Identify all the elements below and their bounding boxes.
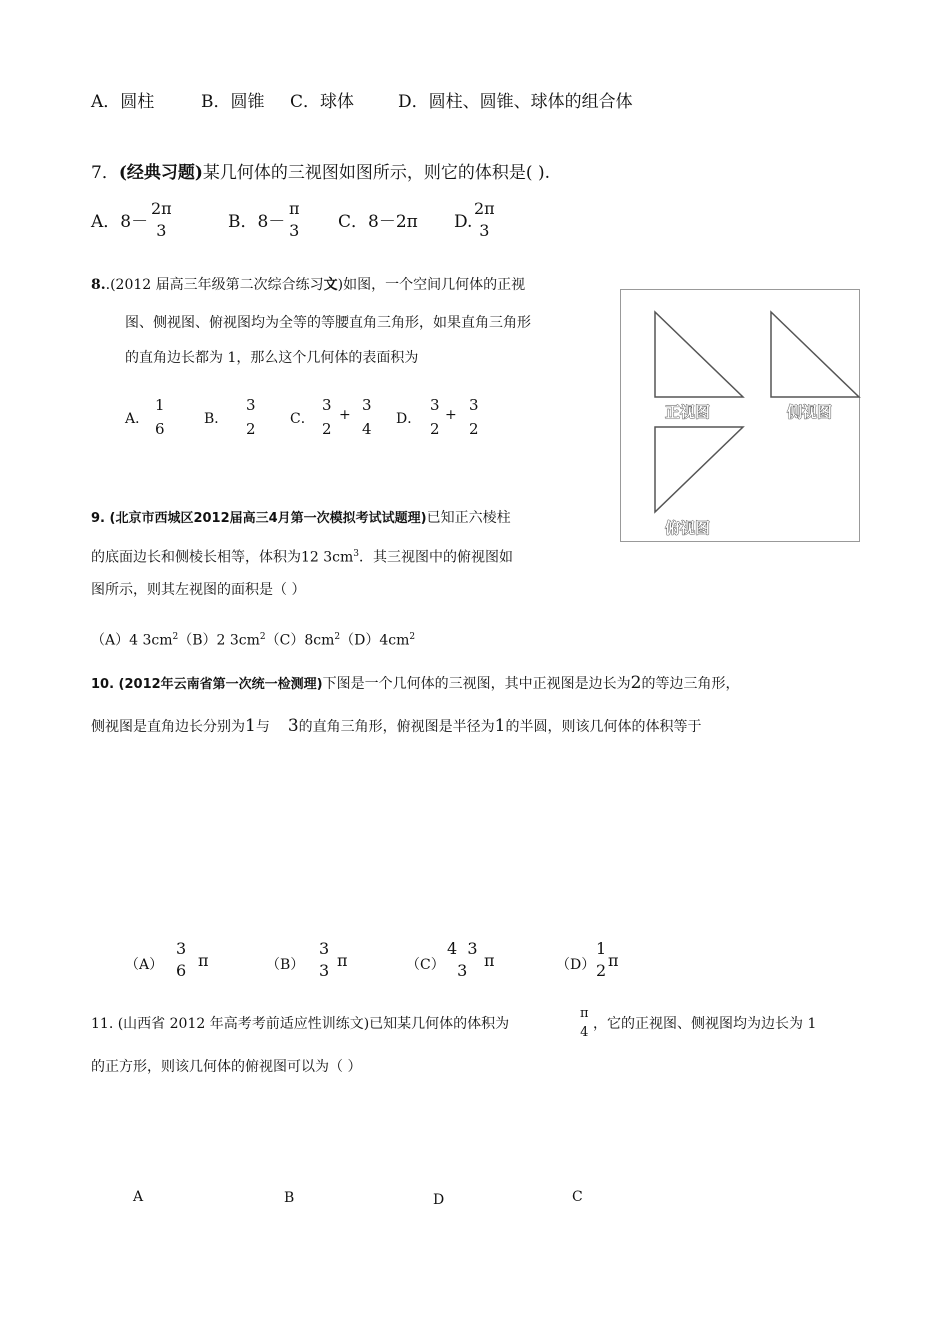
q11-choice-label-b: B	[284, 1190, 295, 1206]
q10-option-c-label: （C）	[406, 957, 445, 973]
q6-option-a: A．圆柱	[91, 92, 155, 112]
q7-number: 7．	[91, 163, 119, 183]
fraction-numerator: 3	[430, 396, 440, 414]
q11-question-line1-start: 11. (山西省 2012 年高考考前适应性训练文)已知某几何体的体积为	[91, 1016, 510, 1032]
q7-text: 某几何体的三视图如图所示，则它的体积是( ).	[202, 163, 550, 183]
fraction-denominator: 2	[322, 420, 332, 438]
q9-source: 9. (北京市西城区2012届高三4月第一次模拟考试试题理)	[91, 511, 427, 526]
fraction-denominator: 3	[289, 221, 300, 240]
q8-source-wen: 文	[323, 277, 338, 293]
square-superscript: 2	[409, 632, 416, 642]
q8-source: .(2012 届高三年级第二次综合练习	[105, 277, 324, 293]
q10-value-1b: 1	[494, 716, 506, 736]
q10-option-b-fraction	[319, 938, 329, 982]
q8-option-a-fraction	[155, 393, 165, 441]
q11-choice-label-c: C	[572, 1189, 583, 1205]
q10-option-a-label: （A）	[125, 957, 164, 973]
q9-question-line1	[91, 508, 511, 529]
fraction-numerator: π	[580, 1006, 589, 1021]
top-view-label: 俯视图	[665, 519, 711, 537]
q10-option-d-label: （D）	[556, 957, 596, 973]
q8-number: 8.	[91, 277, 106, 293]
q8-option-c-label: C．	[290, 411, 315, 427]
fraction-numerator: 1	[155, 396, 165, 414]
q7-option-a-label: A．8－	[91, 212, 149, 232]
q9-question-line3: 图所示，则其左视图的面积是（ ）	[91, 582, 306, 598]
fraction-numerator: 3	[246, 396, 256, 414]
fraction-numerator: 2π	[474, 199, 495, 218]
fraction-numerator: 4 3	[447, 939, 478, 958]
fraction-denominator: 2	[246, 420, 256, 438]
q6-option-c: C．球体	[290, 92, 355, 112]
q11-volume-fraction	[580, 1004, 589, 1042]
q8-option-b-fraction	[246, 393, 256, 441]
q10-value-1: 1	[245, 716, 256, 736]
fraction-denominator: 6	[155, 420, 165, 438]
front-view-label: 正视图	[665, 403, 711, 421]
q8-question-line1	[91, 275, 525, 295]
q8-option-d-fraction1	[430, 393, 440, 441]
square-superscript: 2	[259, 632, 266, 642]
q7-question	[91, 163, 550, 183]
q6-option-b: B．圆锥	[201, 92, 265, 112]
q10-value-3: 3	[287, 716, 299, 736]
pi-symbol: π	[198, 951, 209, 970]
fraction-denominator: 3	[319, 961, 330, 980]
q9-option-d: （D）4cm	[340, 632, 410, 649]
q9-text: 已知正六棱柱	[426, 510, 511, 526]
square-superscript: 2	[334, 632, 341, 642]
q8-option-d-plus: +	[445, 407, 457, 423]
q7-option-a-fraction	[151, 198, 172, 242]
q7-option-c: C．8－2π	[338, 212, 418, 232]
q9-option-a: （A）4 3cm	[91, 632, 173, 649]
q8-option-c-fraction2	[362, 393, 372, 441]
q9-option-c: （C）8cm	[265, 632, 335, 649]
q8-option-b-label: B．	[204, 411, 229, 427]
fraction-denominator: 2	[430, 420, 440, 438]
q10-option-d-fraction	[596, 938, 606, 982]
fraction-denominator: 2	[596, 961, 607, 980]
q9-question-line2	[91, 544, 513, 568]
q9-line2-end: ．其三视图中的俯视图如	[359, 549, 514, 566]
fraction-numerator: 3	[469, 396, 479, 414]
q8-option-d-fraction2	[469, 393, 479, 441]
fraction-numerator: 3	[322, 396, 332, 414]
q7-option-d-fraction	[474, 198, 495, 242]
q10-text: 下图是一个几何体的三视图，其中正视图是边长为	[322, 676, 631, 692]
q7-option-b-label: B．8－	[228, 212, 286, 232]
fraction-denominator: 2	[469, 420, 479, 438]
q10-line2-b: 与	[255, 719, 270, 735]
q8-option-c-plus: +	[339, 407, 351, 423]
fraction-denominator: 4	[580, 1025, 589, 1040]
q10-source: 10. (2012年云南省第一次统一检测理)	[91, 677, 323, 692]
q9-options	[91, 627, 415, 651]
q10-question-line1	[91, 673, 739, 695]
q8-option-a-label: A．	[125, 411, 150, 427]
q8-text: )如图，一个空间几何体的正视	[337, 277, 526, 293]
three-view-figure	[620, 289, 860, 542]
pi-symbol: π	[484, 951, 495, 970]
q11-choice-label-a: A	[133, 1189, 144, 1205]
q10-text-end: 的等边三角形，	[641, 676, 740, 692]
fraction-numerator: 1	[596, 939, 607, 958]
q6-option-d: D．圆柱、圆锥、球体的组合体	[398, 92, 633, 112]
q11-question-line1-end: ，它的正视图、侧视图均为边长为 1	[593, 1016, 817, 1032]
square-superscript: 2	[172, 632, 179, 642]
pi-symbol: π	[337, 951, 348, 970]
cube-superscript: 3	[353, 549, 360, 559]
q7-source: (经典习题)	[118, 163, 203, 183]
q8-question-line3: 的直角边长都为 1，那么这个几何体的表面积为	[125, 350, 419, 366]
fraction-numerator: 3	[362, 396, 372, 414]
q10-line2-d: 的半圆，则该几何体的体积等于	[505, 719, 702, 735]
q10-line2-a: 侧视图是直角边长分别为	[91, 719, 245, 735]
q9-option-b: （B）2 3cm	[178, 632, 260, 649]
fraction-numerator: π	[289, 199, 300, 218]
q8-option-c-fraction1	[322, 393, 332, 441]
q7-option-d-label: D.	[454, 212, 473, 232]
q10-option-c-fraction	[447, 938, 478, 982]
q7-option-b-fraction	[289, 198, 300, 242]
side-view-label: 侧视图	[787, 403, 833, 421]
q11-choice-label-d: D	[433, 1192, 445, 1208]
q8-option-d-label: D．	[396, 411, 422, 427]
fraction-numerator: 3	[176, 939, 187, 958]
fraction-denominator: 4	[362, 420, 372, 438]
fraction-denominator: 6	[176, 961, 187, 980]
q10-option-a-fraction	[176, 938, 186, 982]
fraction-denominator: 3	[479, 221, 490, 240]
fraction-denominator: 3	[457, 961, 468, 980]
q10-option-b-label: （B）	[266, 957, 305, 973]
q9-volume-text: 的底面边长和侧棱长相等，体积为12 3cm	[91, 549, 354, 566]
q10-question-line2	[91, 716, 701, 737]
front-view-triangle	[655, 312, 743, 397]
side-view-triangle	[771, 312, 859, 397]
q10-line2-c: 的直角三角形，俯视图是半径为	[298, 719, 495, 735]
q8-question-line2: 图、侧视图、俯视图均为全等的等腰直角三角形，如果直角三角形	[125, 315, 531, 331]
q11-question-line2: 的正方形，则该几何体的俯视图可以为（ ）	[91, 1059, 362, 1075]
fraction-numerator: 2π	[151, 199, 172, 218]
top-view-triangle	[655, 427, 743, 512]
fraction-denominator: 3	[156, 221, 167, 240]
q10-value-2: 2	[630, 673, 642, 693]
pi-symbol: π	[608, 951, 619, 970]
fraction-numerator: 3	[319, 939, 330, 958]
